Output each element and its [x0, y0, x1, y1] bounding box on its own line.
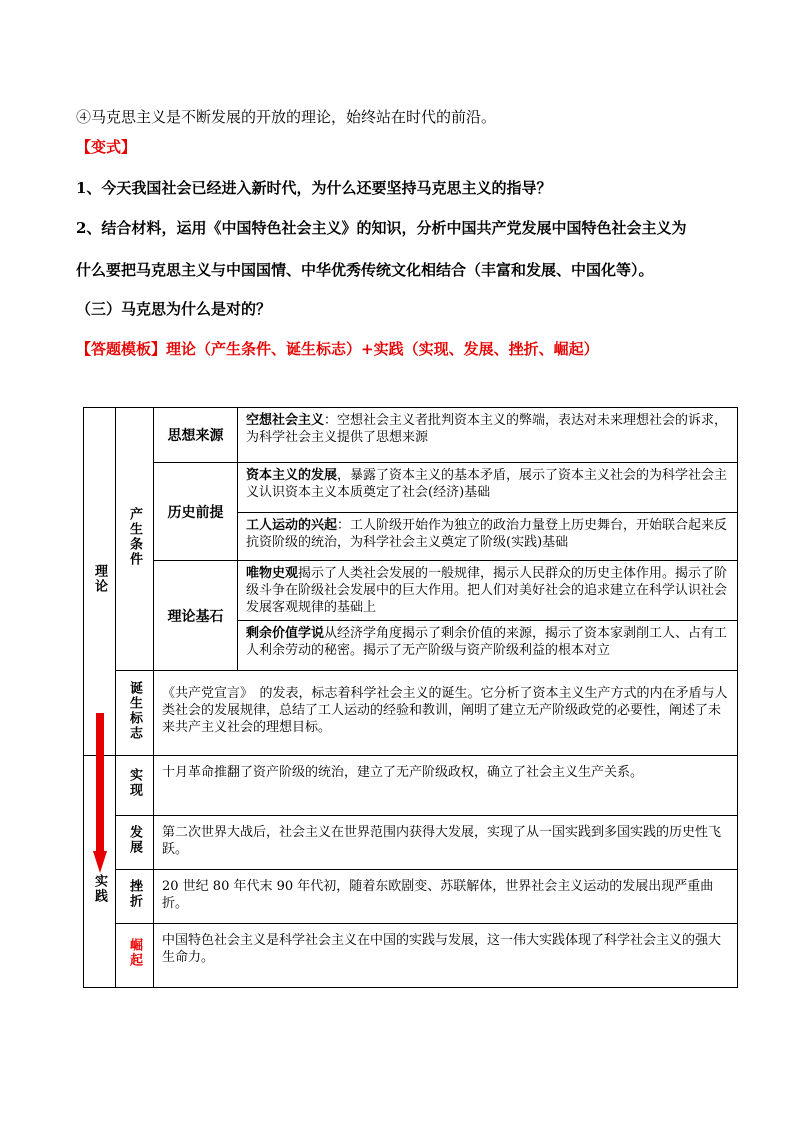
content-development: 第二次世界大战后，社会主义在世界范围内获得大发展，实现了从一国实践到多国实践的历史性飞跃。: [154, 816, 738, 870]
label-rise: 崛起: [116, 924, 154, 988]
label-historical-premise: 历史前提: [154, 463, 238, 561]
variant-heading: 【变式】: [76, 138, 137, 156]
content-workers-movement: 工人运动的兴起：工人阶级开始作为独立的政治力量登上历史舞台，开始联合起来反抗资阶级的统治，为科学社会主义奠定了阶级(实践)基础: [238, 513, 738, 561]
conditions-cell: 产生条件: [116, 408, 154, 671]
question-2-line-2: 什么要把马克思主义与中国国情、中华优秀传统文化相结合（丰富和发展、中国化等）。: [76, 261, 654, 279]
content-capitalism-development: 资本主义的发展，暴露了资本主义的基本矛盾，展示了资本主义社会的为科学社会主义认识资本主义本质奠定了社会(经济)基础: [238, 463, 738, 513]
content-realization: 十月革命推翻了资产阶级的统治，建立了无产阶级政权，确立了社会主义生产关系。: [154, 756, 738, 816]
content-surplus-value: 剩余价值学说从经济学角度揭示了剩余价值的来源，揭示了资本家剥削工人、占有工人利余劳动的秘密。揭示了无产阶级与资产阶级利益的根本对立: [238, 621, 738, 671]
label-thought-source: 思想来源: [154, 408, 238, 463]
section-heading: （三）马克思为什么是对的？: [76, 300, 272, 318]
label-theoretical-cornerstone: 理论基石: [154, 561, 238, 671]
answer-template: 【答题模板】理论（产生条件、诞生标志）+实践（实现、发展、挫折、崛起）: [76, 340, 599, 358]
practice-cell: 实践: [84, 756, 116, 988]
theory-cell: 理论: [84, 408, 116, 756]
content-historical-materialism: 唯物史观揭示了人类社会发展的一般规律，揭示人民群众的历史主体作用。揭示了阶级斗争在阶级社会发展中的巨大作用。把人们对美好社会的追求建立在科学认识社会发展客观规律的基础上: [238, 561, 738, 621]
down-arrow-icon: [93, 713, 107, 873]
label-development: 发展: [116, 816, 154, 870]
label-realization: 实现: [116, 756, 154, 816]
content-thought-source: 空想社会主义：空想社会主义者批判资本主义的弊端，表达对未来理想社会的诉求，为科学社会主义提供了思想来源: [238, 408, 738, 463]
theory-practice-table: [83, 407, 738, 988]
content-setback: 20 世纪 80 年代末 90 年代初，随着东欧剧变、苏联解体，世界社会主义运动的发展出现严重曲折。: [154, 870, 738, 924]
content-communist-manifesto: 《共产党宣言》 的发表，标志着科学社会主义的诞生。它分析了资本主义生产方式的内在矛盾与人类社会的发展规律，总结了工人运动的经验和教训，阐明了建立无产阶级政党的必要性，阐述了未来共产主义社会的理想目标。: [154, 671, 738, 756]
label-setback: 挫折: [116, 870, 154, 924]
content-rise: 中国特色社会主义是科学社会主义在中国的实践与发展，这一伟大实践体现了科学社会主义的强大生命力。: [154, 924, 738, 988]
question-2-line-1: 2、结合材料，运用《中国特色社会主义》的知识，分析中国共产党发展中国特色社会主义为: [76, 219, 687, 237]
question-1: 1、今天我国社会已经进入新时代，为什么还要坚持马克思主义的指导？: [76, 179, 552, 197]
birth-mark-cell: 诞生标志: [116, 671, 154, 756]
text-line-1: ④马克思主义是不断发展的开放的理论，始终站在时代的前沿。: [76, 108, 497, 126]
